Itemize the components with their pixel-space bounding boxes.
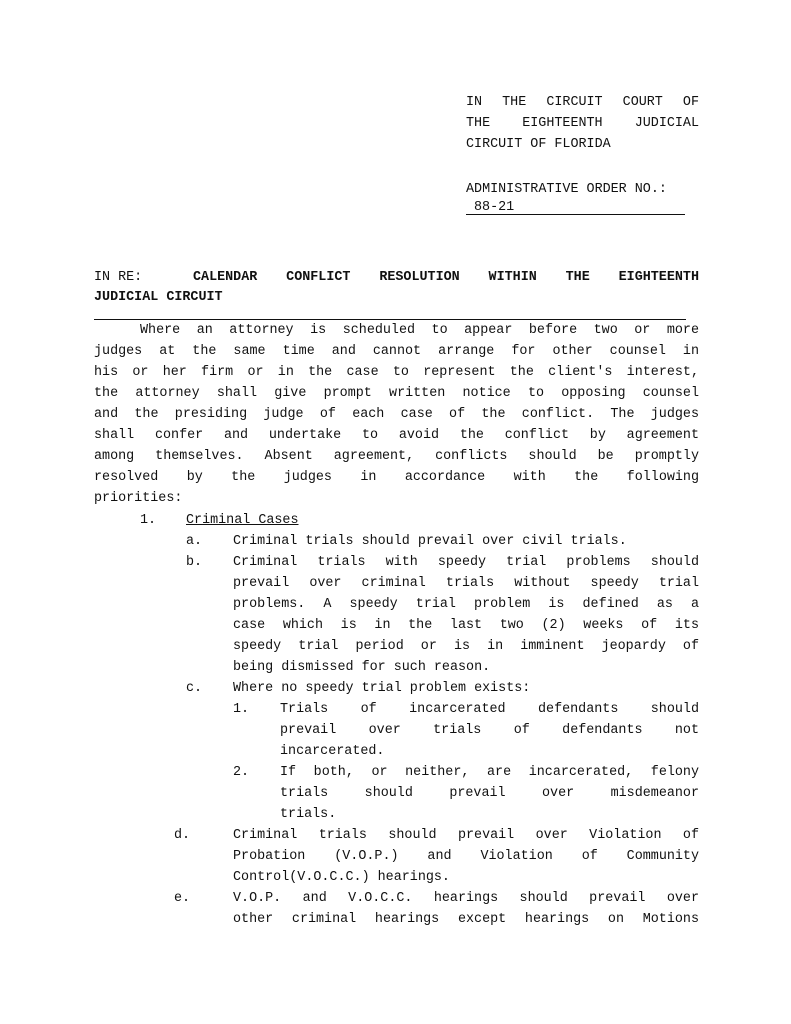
- item-line: case which is in the last two (2) weeks of its: [233, 618, 699, 633]
- order-label: ADMINISTRATIVE ORDER NO.:: [466, 182, 667, 197]
- paragraph-line: and the presiding judge of each case of the conflict. The judges: [94, 407, 699, 422]
- paragraph-line: priorities:: [94, 491, 183, 506]
- item-line: Criminal trials should prevail over Violation of: [233, 828, 699, 843]
- subitem-line: trials.: [280, 807, 337, 822]
- item-line: Criminal trials should prevail over civil trials.: [233, 534, 627, 549]
- item-marker: e.: [174, 891, 191, 906]
- subitem-line: If both, or neither, are incarcerated, felony: [280, 765, 699, 780]
- item-line: Control(V.O.C.C.) hearings.: [233, 870, 450, 885]
- subitem-line: prevail over trials of defendants not: [280, 723, 699, 738]
- court-heading-line: IN THE CIRCUIT COURT OF: [466, 95, 699, 110]
- section-number: 1.: [140, 513, 157, 528]
- subitem-line: trials should prevail over misdemeanor: [280, 786, 699, 801]
- paragraph-line: his or her firm or in the case to represent the client's interest,: [94, 365, 699, 380]
- item-line: other criminal hearings except hearings on Motions: [233, 912, 699, 927]
- item-line: prevail over criminal trials without speedy trial: [233, 576, 699, 591]
- item-marker: d.: [174, 828, 191, 843]
- item-marker: c.: [186, 681, 203, 696]
- paragraph-line: shall confer and undertake to avoid the conflict by agreement: [94, 428, 699, 443]
- subitem-line: incarcerated.: [280, 744, 385, 759]
- subitem-marker: 2.: [233, 765, 250, 780]
- item-line: being dismissed for such reason.: [233, 660, 491, 675]
- section-title: Criminal Cases: [186, 513, 299, 528]
- court-heading-line: CIRCUIT OF FLORIDA: [466, 137, 611, 152]
- item-line: Probation (V.O.P.) and Violation of Community: [233, 849, 699, 864]
- paragraph-line: judges at the same time and cannot arrange for other counsel in: [94, 344, 699, 359]
- paragraph-line: Where an attorney is scheduled to appear before two or more: [140, 323, 699, 338]
- order-number: 88-21: [474, 200, 515, 215]
- in-re-subject: CALENDAR CONFLICT RESOLUTION WITHIN THE EIGHTEENTH: [193, 270, 699, 285]
- paragraph-line: among themselves. Absent agreement, conflicts should be promptly: [94, 449, 699, 464]
- heading-divider: [94, 319, 686, 320]
- item-line: Criminal trials with speedy trial problems should: [233, 555, 699, 570]
- item-marker: b.: [186, 555, 203, 570]
- item-marker: a.: [186, 534, 203, 549]
- subitem-line: Trials of incarcerated defendants should: [280, 702, 699, 717]
- court-heading-line: THE EIGHTEENTH JUDICIAL: [466, 116, 699, 131]
- in-re-prefix: IN RE:: [94, 270, 143, 285]
- subitem-marker: 1.: [233, 702, 250, 717]
- paragraph-line: the attorney shall give prompt written notice to opposing counsel: [94, 386, 699, 401]
- item-line: speedy trial period or is in imminent jeopardy of: [233, 639, 699, 654]
- paragraph-line: resolved by the judges in accordance with the following: [94, 470, 699, 485]
- item-line: problems. A speedy trial problem is defined as a: [233, 597, 699, 612]
- in-re-subject: JUDICIAL CIRCUIT: [94, 290, 223, 305]
- order-number-underline: [466, 214, 685, 215]
- item-line: Where no speedy trial problem exists:: [233, 681, 531, 696]
- item-line: V.O.P. and V.O.C.C. hearings should prevail over: [233, 891, 699, 906]
